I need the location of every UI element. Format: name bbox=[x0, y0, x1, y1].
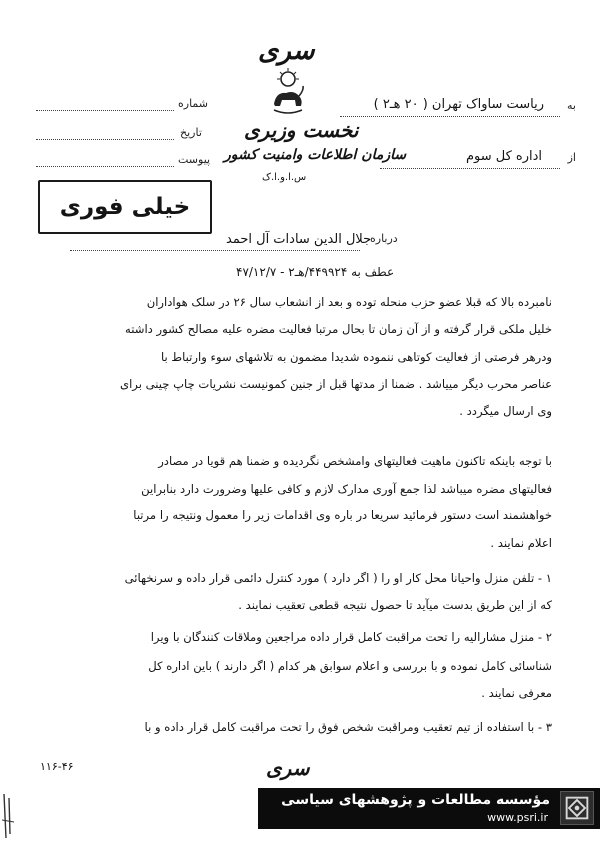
to-value: ریاست ساواک تهران ( ۲۰ هـ۲ ) bbox=[373, 97, 544, 112]
paragraph-1-line-3: ودرهر فرصتی از فعالیت کوتاهی ننموده شدیدا مضمون به تلاشهای سوء وارتباط با bbox=[160, 350, 552, 364]
paper-edge-mark-icon bbox=[0, 790, 18, 842]
item-1-line-2: که از این طریق بدست میآید تا حصول نتیجه قطعی تعقیب نمایند . bbox=[238, 598, 552, 612]
date-field-label: تاریخ bbox=[180, 126, 202, 139]
subject-field-line bbox=[70, 250, 360, 251]
subject-label: درباره bbox=[370, 232, 398, 245]
paragraph-2-line-3: خواهشمند است دستور فرمائید سریعا در باره وی اقدامات زیر را معمول ونتیجه را مرتبا bbox=[133, 508, 552, 522]
reference-line: عطف به ۴۴۹۹۲۴/هـ۲ - ۴۷/۱۲/۷ bbox=[236, 265, 395, 279]
to-label: به bbox=[567, 99, 576, 112]
item-2-line-1: ۲ - منزل مشارالیه را تحت مراقبت کامل قرار داده مراجعین وملاقات کنندگان با ویرا bbox=[150, 630, 552, 644]
item-2-line-2: شناسائی کامل نموده و با بررسی و اعلام سوابق هر کدام ( اگر دارند ) باین اداره کل bbox=[148, 659, 552, 673]
date-field-line bbox=[36, 139, 174, 140]
classification-bottom: سری bbox=[266, 756, 310, 780]
paragraph-2-line-2: فعالیتهای مضره میباشد لذا جمع آوری مدارک لازم و کافی علیها وضرورت دارد بنابراین bbox=[141, 482, 552, 496]
urgency-stamp: خیلی فوری bbox=[38, 180, 212, 234]
subject-value: جلال الدین سادات آل احمد bbox=[226, 232, 372, 247]
paragraph-1-line-1: نامبرده بالا که قبلا عضو حزب منحله توده و بعد از انشعاب سال ۲۶ در سلک هواداران bbox=[146, 295, 552, 309]
classification-top: سری bbox=[258, 36, 315, 66]
paragraph-1-line-5: وی ارسال میگردد . bbox=[459, 404, 552, 418]
item-3-line-1: ۳ - با استفاده از تیم تعقیب ومراقبت شخص فوق را تحت مراقبت کامل قرار داده و با bbox=[144, 720, 552, 734]
item-2-line-3: معرفی نمایند . bbox=[481, 686, 552, 700]
to-field-line bbox=[340, 116, 560, 117]
paragraph-2-line-1: با توجه باینکه تاکنون ماهیت فعالیتهای وامشخص نگردیده و ضمنا هم قویا در مصادر bbox=[158, 454, 552, 468]
institute-footer-bar bbox=[258, 788, 600, 829]
number-field-line bbox=[36, 110, 174, 111]
paragraph-1-line-2: خلیل ملکی قرار گرفته و از آن زمان تا بحال مرتبا فعالیت مضره علیه مصالح کشور داشته bbox=[125, 322, 552, 336]
from-label: از bbox=[567, 151, 576, 164]
attachment-field-label: پیوست bbox=[178, 153, 211, 166]
institute-name: مؤسسه مطالعات و پژوهشهای سیاسی bbox=[281, 792, 550, 808]
lion-and-sun-emblem-icon bbox=[268, 66, 308, 116]
paragraph-1-line-4: عناصر محرب دیگر مییاشد . ضمنا از مدتها قبل از جنین کمونیست نشریات چاپ چینی برای bbox=[120, 377, 552, 391]
institute-logo-icon bbox=[560, 791, 594, 825]
organization-code: س.ا.و.ا.ک bbox=[262, 172, 307, 183]
number-field-label: شماره bbox=[178, 97, 209, 110]
paragraph-2-line-4: اعلام نمایند . bbox=[490, 536, 552, 550]
attachment-field-line bbox=[36, 166, 174, 167]
prime-ministry-title: نخست وزیری bbox=[244, 118, 359, 142]
from-value: اداره کل سوم bbox=[465, 149, 542, 164]
institute-url[interactable]: www.psri.ir bbox=[487, 811, 548, 824]
organization-title: سازمان اطلاعات وامنیت کشور bbox=[224, 147, 407, 163]
item-1-line-1: ۱ - تلفن منزل واحیانا محل کار او را ( اگر دارد ) مورد کنترل دائمی قرار داده و سرنخهائی bbox=[124, 571, 552, 585]
from-field-line bbox=[380, 168, 560, 169]
page-code: ۱۱۶-۴۶ bbox=[40, 760, 74, 773]
